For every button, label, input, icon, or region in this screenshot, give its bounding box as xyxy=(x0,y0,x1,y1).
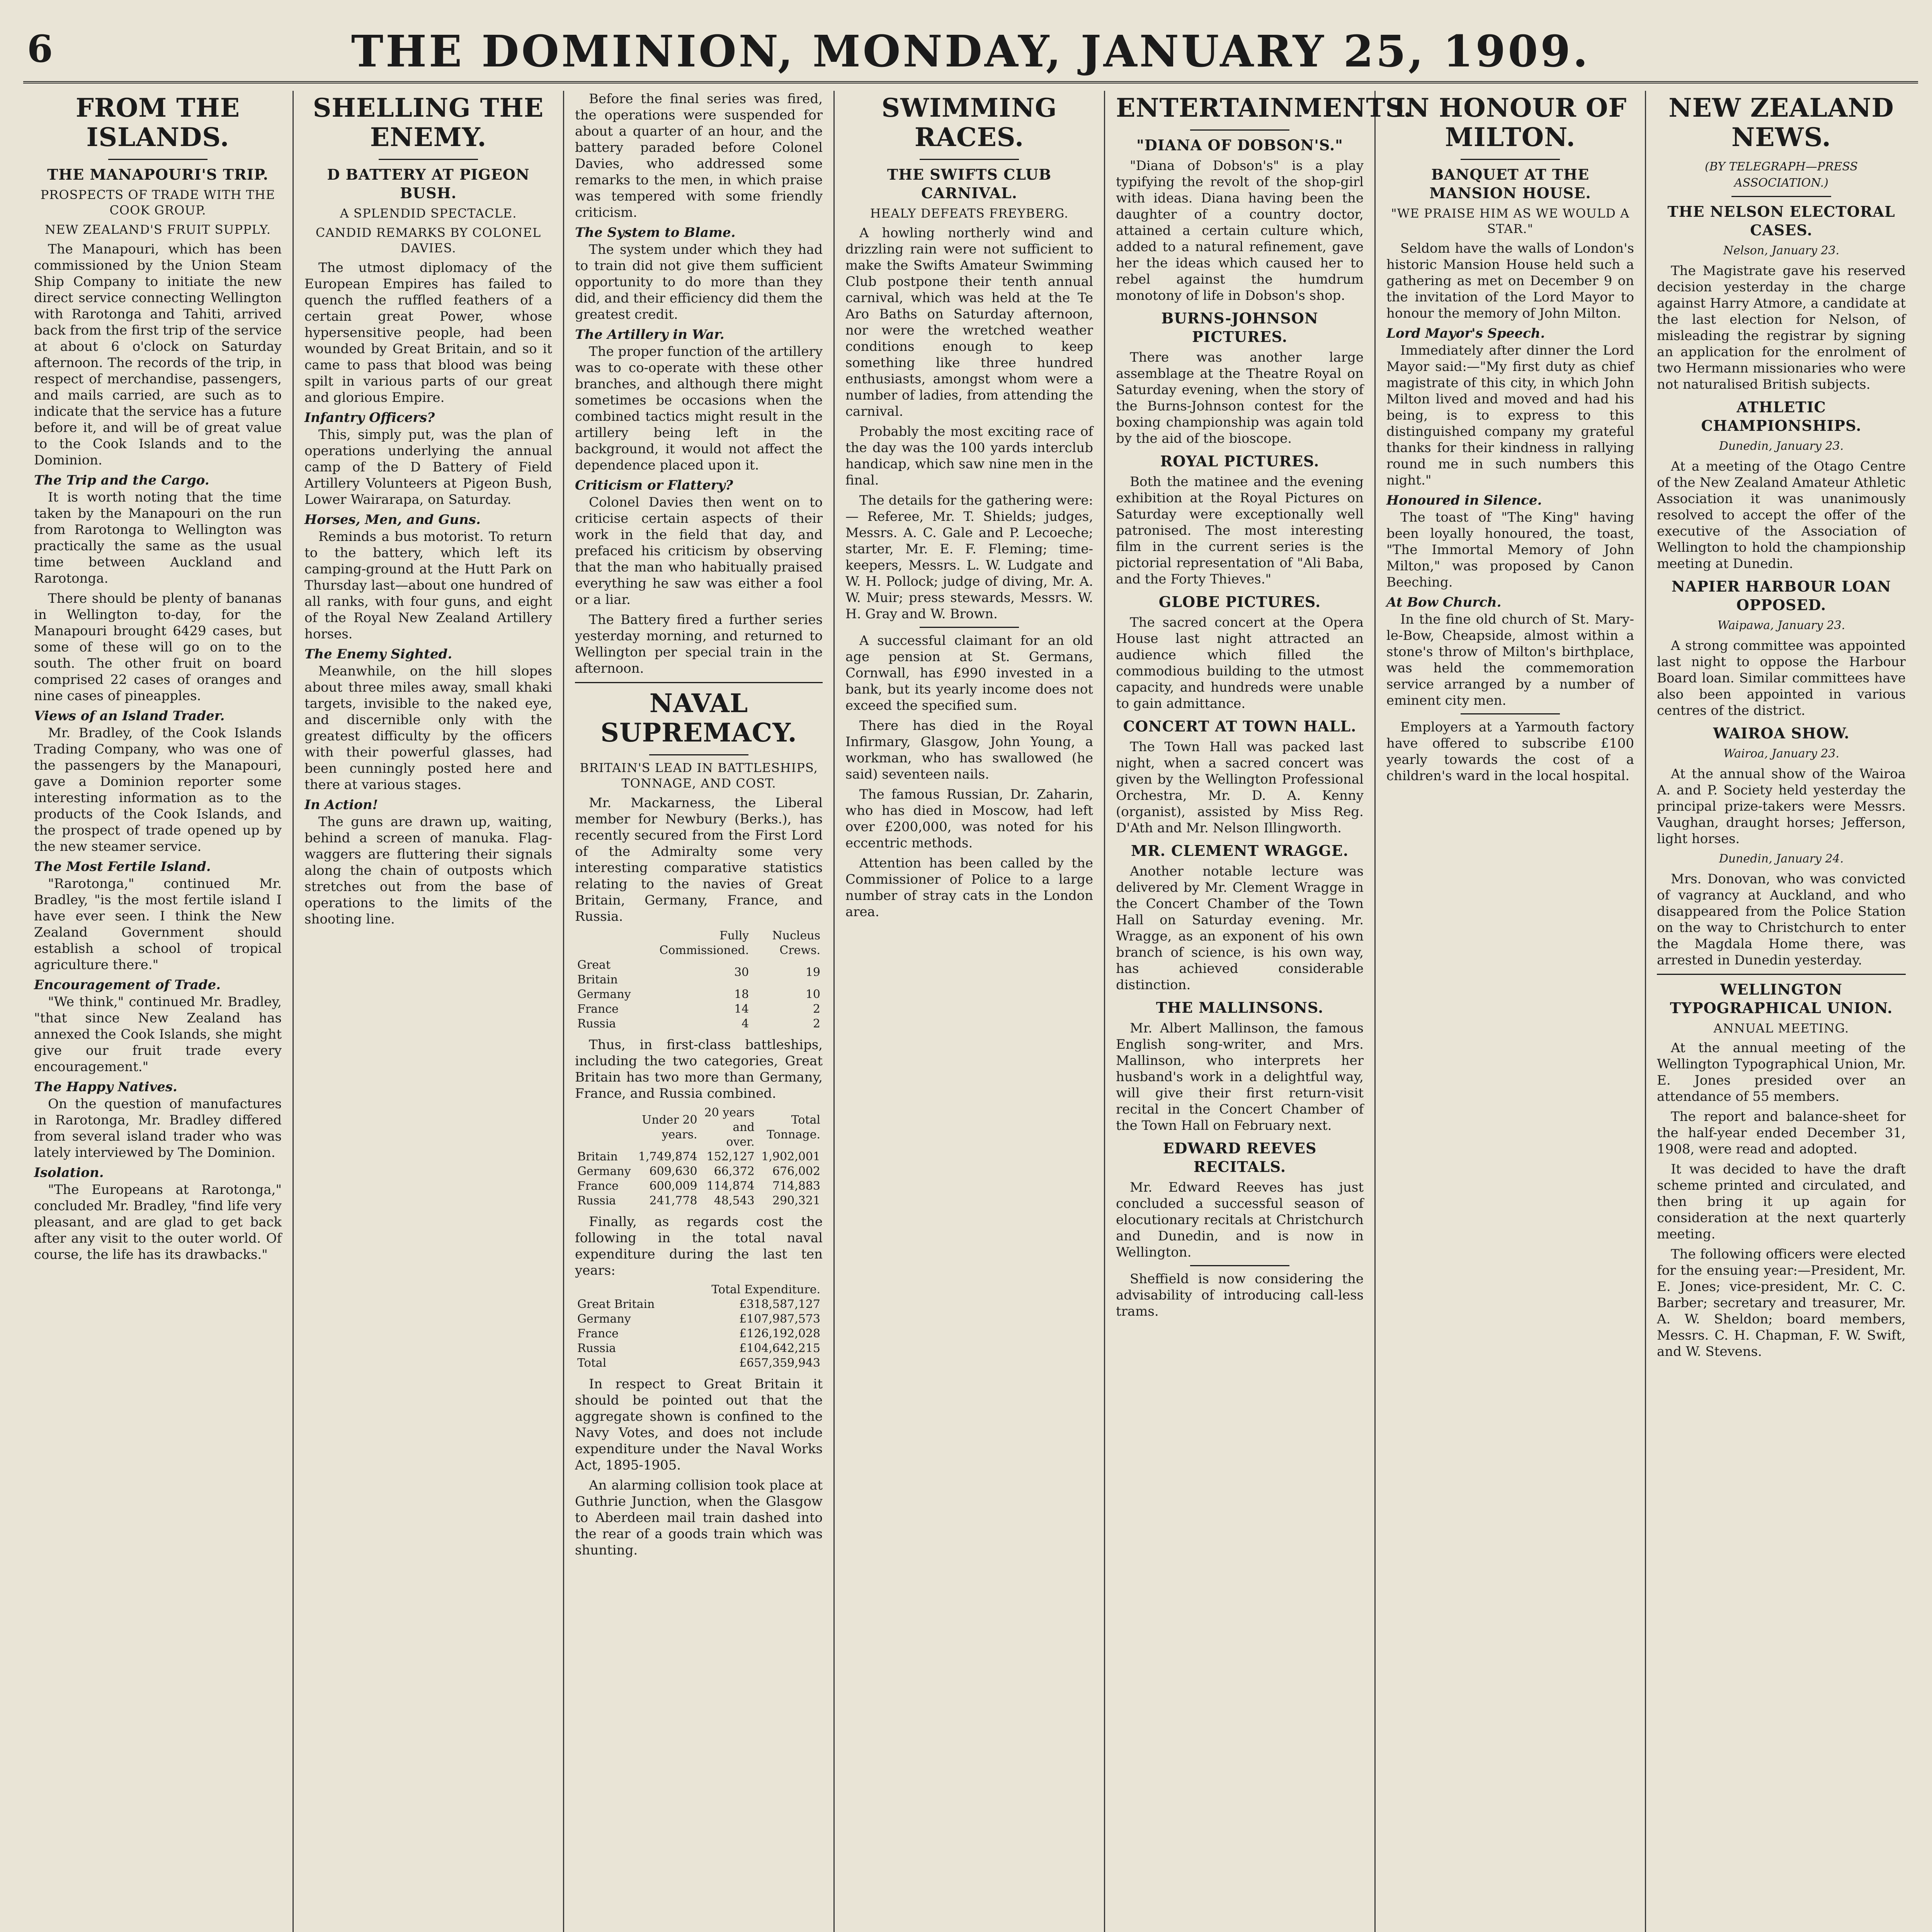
side-heading: Criticism or Flattery? xyxy=(575,478,733,493)
paragraph: Sheffield is now considering the advisability of introducing call-less trams. xyxy=(1116,1271,1364,1319)
paragraph: Before the final series was fired, the operations were suspended for about a quarter of an hour, and the battery paraded before Colonel Davies, who addressed some remarks to the men, in which praise was tempered with some friendly criticism. xyxy=(575,91,823,220)
article-subheading: ANNUAL MEETING. xyxy=(1713,1021,1849,1036)
paragraph: The following officers were elected for the ensuing year:—President, Mr. E. Jones; vice-president, Mr. C. C. Barber; secretary and treasurer, Mr. A. W. Sheldon; board members, Messrs. C. H. Chapman, F. W. Swift, and W. Stevens. xyxy=(1657,1247,1906,1359)
paragraph: "Rarotonga," continued Mr. Bradley, "is the most fertile island I have ever seen. I think the New Zealand Government should establish a school of tropical agriculture there." xyxy=(34,876,282,973)
table-header-cell: Total Tonnage. xyxy=(767,1113,820,1141)
paragraph: Another notable lecture was delivered by Mr. Clement Wragge in the Concert Chamber of the Town Hall on Saturday evening. Mr. Wragge, as an exponent of his own branch of science, is his own way, has achieved considerable distinction. xyxy=(1116,864,1364,993)
paragraph: "Diana of Dobson's" is a play typifying the revolt of the shop-girl with ideas. Diana having been the daughter of a country doctor, attained a certain culture which, added to a natural refinement, gave her the ideas which caused her to rebel against the humdrum monotony of life in Dobson's shop. xyxy=(1116,158,1364,303)
paragraph: Colonel Davies then went on to criticise certain aspects of their work in the field that day, and prefaced his criticism by observing that the man who habitually praised everything he saw was either a fool or a liar. xyxy=(575,495,823,607)
divider xyxy=(1190,1265,1289,1266)
table-cell: 290,321 xyxy=(772,1194,820,1208)
divider xyxy=(379,159,478,160)
side-heading: Horses, Men, and Guns. xyxy=(304,512,481,527)
paragraph: Mr. Albert Mallinson, the famous English song-writer, and Mrs. Mallinson, who interprets her husband's work in a delightful way, will give their first return-visit recital in the Concert Chamber of the Town Hall on February next. xyxy=(1116,1020,1364,1133)
paragraph: A successful claimant for an old age pension at St. Germans, Cornwall, has £990 invested in a bank, but its yearly income does not exceed the specified sum. xyxy=(845,633,1093,713)
table-row xyxy=(575,1179,823,1194)
table-cell: £126,192,028 xyxy=(739,1327,820,1340)
article-subheading: THE MANAPOURI'S TRIP. xyxy=(47,166,269,183)
article-subheading: CONCERT AT TOWN HALL. xyxy=(1123,718,1357,735)
paragraph: Employers at a Yarmouth factory have offered to subscribe £100 yearly towards the cost of a children's ward in the local hospital. xyxy=(1386,719,1634,784)
article-subheading: THE MALLINSONS. xyxy=(1156,999,1324,1016)
paragraph: Mr. Bradley, of the Cook Islands Trading Company, who was one of the passengers by the Manapouri, gave a Dominion reporter some interesting information as to the products of the Cook Islands, and the prospect of trade opened up by the new steamer service. xyxy=(34,725,282,854)
paragraph: The toast of "The King" having been loyally honoured, the toast, "The Immortal Memory of John Milton," was proposed by Canon Beeching. xyxy=(1386,510,1634,590)
table-cell: 2 xyxy=(813,1017,820,1031)
article-subheading: BRITAIN'S LEAD IN BATTLESHIPS, TONNAGE, AND COST. xyxy=(580,760,818,791)
paragraph: There was another large assemblage at the Theatre Royal on Saturday evening, when the story of the Burns-Johnson contest for the boxing championship was again told by the aid of the bioscope. xyxy=(1116,350,1364,446)
paragraph: The proper function of the artillery was to co-operate with these other branches, and although there might sometimes be occasions when the combined tactics might result in the artillery being left in the background, it would not affect the dependence placed upon it. xyxy=(575,344,823,473)
table-cell: Russia xyxy=(577,1342,616,1355)
table-cell: 152,127 xyxy=(706,1150,755,1163)
article-subheading: THE SWIFTS CLUB CARNIVAL. xyxy=(887,166,1052,202)
paragraph: The famous Russian, Dr. Zaharin, who has died in Moscow, had left over £200,000, was noted for his eccentric methods. xyxy=(845,787,1093,851)
side-heading: In Action! xyxy=(304,797,378,813)
byline: (BY TELEGRAPH—PRESS ASSOCIATION.) xyxy=(1704,160,1858,190)
table-row xyxy=(575,1002,823,1017)
paragraph: On the question of manufactures in Rarotonga, Mr. Bradley differed from several island trader who was lately interviewed by The Dominion. xyxy=(34,1096,282,1160)
table-row xyxy=(575,1341,823,1356)
article-subheading: HEALY DEFEATS FREYBERG. xyxy=(870,206,1069,221)
article-subheading: WAIROA SHOW. xyxy=(1713,724,1850,742)
dateline: Waipawa, January 23. xyxy=(1717,619,1845,632)
table-cell: Germany xyxy=(577,1312,631,1326)
article-subheading: WELLINGTON TYPOGRAPHICAL UNION. xyxy=(1670,981,1893,1017)
article-subheading: EDWARD REEVES RECITALS. xyxy=(1163,1139,1317,1175)
divider xyxy=(1731,196,1831,197)
table-cell: Russia xyxy=(577,1017,616,1031)
table-row xyxy=(575,1312,823,1327)
table-row xyxy=(575,987,823,1002)
divider xyxy=(1657,974,1906,975)
article-headline: NAVAL SUPREMACY. xyxy=(600,688,797,748)
divider xyxy=(1461,713,1560,714)
masthead xyxy=(23,23,1918,83)
divider xyxy=(1190,129,1289,131)
table-row xyxy=(575,1017,823,1031)
divider xyxy=(920,159,1019,160)
paragraph: The utmost diplomacy of the European Empires has failed to quench the ruffled feathers of a certain great Power, whose hypersensitive people, had been wounded by Great Britain, and so it came to pass that blood was being spilt in various parts of our great and glorious Empire. xyxy=(304,260,552,405)
paragraph: A howling northerly wind and drizzling rain were not sufficient to make the Swifts Amateur Swimming Club postpone their tenth annual carnival, which was held at the Te Aro Baths on Saturday afternoon, nor were the wretched weather conditions enough to keep something like three hundred enthusiasts, amongst whom were a number of ladies, from attending the carnival. xyxy=(845,225,1093,419)
page-number: 6 xyxy=(27,27,53,71)
paragraph: Thus, in first-class battleships, including the two categories, Great Britain has two more than Germany, France, and Russia combined. xyxy=(575,1037,823,1101)
paragraph: Probably the most exciting race of the day was the 100 yards interclub handicap, which saw nine men in the final. xyxy=(845,424,1093,488)
paragraph: Mr. Mackarness, the Liberal member for Newbury (Berks.), has recently secured from the First Lord of the Admiralty some very interesting comparative statistics relating to the navies of Great Britain, Germany, France, and Russia. xyxy=(575,795,823,924)
table-cell: France xyxy=(577,1179,619,1193)
paragraph: Attention has been called by the Commissioner of Police to a large number of stray cats in the London area. xyxy=(845,855,1093,920)
side-heading: At Bow Church. xyxy=(1386,595,1502,610)
article-subheading: A SPLENDID SPECTACLE. xyxy=(340,206,517,221)
table-row xyxy=(575,958,823,987)
paragraph: Seldom have the walls of London's historic Mansion House held such a gathering as met on December 9 on the invitation of the Lord Mayor to honour the memory of John Milton. xyxy=(1386,241,1634,321)
table-cell: Germany xyxy=(577,1165,631,1178)
table-cell: France xyxy=(577,1327,619,1340)
divider xyxy=(649,754,748,755)
table-cell: 18 xyxy=(734,988,749,1001)
paragraph: "We think," continued Mr. Bradley, "that since New Zealand has annexed the Cook Islands, she might give our fruit trade every encouragement." xyxy=(34,994,282,1075)
divider xyxy=(575,682,823,683)
table-cell: Great Britain xyxy=(577,1298,655,1311)
paragraph: At the annual show of the Wairoa A. and P. Society held yesterday the principal prize-takers were Messrs. Vaughan, draught horses; Jefferson, light horses. xyxy=(1657,766,1906,847)
article-subheading: MR. CLEMENT WRAGGE. xyxy=(1131,842,1349,859)
article-subheading: PROSPECTS OF TRADE WITH THE COOK GROUP. xyxy=(40,187,276,218)
table-header-row xyxy=(575,929,823,958)
table-cell: 14 xyxy=(734,1002,749,1016)
article-headline: SWIMMING RACES. xyxy=(881,93,1057,152)
paragraph: The Town Hall was packed last night, when a sacred concert was given by the Wellington Professional Orchestra, Mr. D. A. Kenny (organist), assisted by Miss Reg. D'Ath and Mr. Nelson Illingworth. xyxy=(1116,739,1364,836)
table-header-cell xyxy=(575,1282,679,1297)
paragraph: It is worth noting that the time taken by the Manapouri on the run from Rarotonga to Wellington was practically the same as the usual time between Auckland and Rarotonga. xyxy=(34,490,282,586)
table-cell: Germany xyxy=(577,988,631,1001)
paragraph: "The Europeans at Rarotonga," concluded Mr. Bradley, "find life very pleasant, and are glad to get back after any visit to the outer world. Of course, the life has its drawbacks." xyxy=(34,1182,282,1262)
table-commissioned-ships xyxy=(575,929,823,1031)
table-cell: 609,630 xyxy=(649,1165,697,1178)
paragraph: It was decided to have the draft scheme printed and circulated, and then bring it up again for consideration at the next quarterly meeting. xyxy=(1657,1162,1906,1242)
table-header-cell: 20 years and over. xyxy=(704,1106,755,1149)
paragraph: An alarming collision took place at Guthrie Junction, when the Glasgow to Aberdeen mail train dashed into the rear of a goods train which was shunting. xyxy=(575,1478,823,1558)
table-row xyxy=(575,1164,823,1179)
dateline: Dunedin, January 24. xyxy=(1719,852,1844,866)
paragraph: Mrs. Donovan, who was convicted of vagrancy at Auckland, and who disappeared from the Police Station on the way to Christchurch to enter the Magdala Home there, was arrested in Dunedin yesterday. xyxy=(1657,871,1906,968)
article-subheading: ATHLETIC CHAMPIONSHIPS. xyxy=(1701,398,1862,434)
table-cell: 4 xyxy=(742,1017,749,1031)
table-header-cell: Total Expenditure. xyxy=(711,1283,820,1296)
article-subheading: CANDID REMARKS BY COLONEL DAVIES. xyxy=(315,225,541,255)
table-cell: 714,883 xyxy=(772,1179,820,1193)
side-heading: Isolation. xyxy=(34,1165,104,1180)
paragraph: The sacred concert at the Opera House last night attracted an audience which filled the commodious building to the utmost capacity, and hundreds were unable to gain admittance. xyxy=(1116,615,1364,711)
table-cell: Total xyxy=(577,1356,607,1370)
article-headline: NEW ZEALAND NEWS. xyxy=(1668,93,1894,152)
table-cell: £318,587,127 xyxy=(739,1298,820,1311)
table-row xyxy=(575,1356,823,1371)
article-subheading: NEW ZEALAND'S FRUIT SUPPLY. xyxy=(45,222,271,237)
article-headline: IN HONOUR OF MILTON. xyxy=(1393,93,1627,152)
article-subheading: ROYAL PICTURES. xyxy=(1160,452,1320,470)
side-heading: Views of an Island Trader. xyxy=(34,708,225,724)
side-heading: Infantry Officers? xyxy=(304,410,435,425)
table-row xyxy=(575,1297,823,1312)
table-cell: Britain xyxy=(577,1150,618,1163)
article-headline: FROM THE ISLANDS. xyxy=(75,93,240,152)
table-row xyxy=(575,1194,823,1208)
table-cell: Russia xyxy=(577,1194,616,1208)
paragraph: Finally, as regards cost the following in the total naval expenditure during the last ten years: xyxy=(575,1214,823,1278)
article-subheading: BURNS-JOHNSON PICTURES. xyxy=(1161,310,1318,345)
table-cell: 600,009 xyxy=(649,1179,697,1193)
table-tonnage xyxy=(575,1105,823,1208)
paragraph: The guns are drawn up, waiting, behind a screen of manuka. Flag-waggers are fluttering their signals along the chain of outposts which stretches out from the base of operations to the limits of the shooting line. xyxy=(304,814,552,927)
table-cell: 2 xyxy=(813,1002,820,1016)
side-heading: The Most Fertile Island. xyxy=(34,859,211,874)
side-heading: Lord Mayor's Speech. xyxy=(1386,326,1545,341)
paragraph: Mr. Edward Reeves has just concluded a successful season of elocutionary recitals at Christchurch and Dunedin, and is now in Wellington. xyxy=(1116,1180,1364,1260)
paragraph: In the fine old church of St. Mary-le-Bow, Cheapside, almost within a stone's throw of Milton's birthplace, was held the commemoration service arranged by a number of eminent city men. xyxy=(1386,612,1634,708)
article-subheading: D BATTERY AT PIGEON BUSH. xyxy=(327,166,530,202)
table-cell: 30 xyxy=(734,966,749,979)
table-header-row xyxy=(575,1282,823,1297)
paragraph: Reminds a bus motorist. To return to the battery, which left its camping-ground at the Hutt Park on Thursday last—about one hundred of all ranks, with four guns, and eight of the Royal New Zealand Artillery horses. xyxy=(304,529,552,642)
table-cell: 241,778 xyxy=(649,1194,697,1208)
side-heading: The Happy Natives. xyxy=(34,1079,177,1095)
paragraph: The details for the gathering were:— Referee, Mr. T. Shields; judges, Messrs. A. C. Gale and P. Lecoeche; starter, Mr. E. F. Fleming; time-keepers, Messrs. L. W. Ludgate and W. H. Pollock; judge of diving, Mr. A. W. Muir; press stewards, Messrs. W. H. Gray and W. Brown. xyxy=(845,493,1093,622)
table-cell: £107,987,573 xyxy=(739,1312,820,1326)
table-cell: 114,874 xyxy=(706,1179,755,1193)
table-header-cell: Nucleus Crews. xyxy=(772,929,820,957)
article-subheading: THE NELSON ELECTORAL CASES. xyxy=(1667,203,1895,239)
table-cell: 1,902,001 xyxy=(761,1150,820,1163)
side-heading: The System to Blame. xyxy=(575,225,736,240)
table-expenditure xyxy=(575,1282,823,1371)
dateline: Dunedin, January 23. xyxy=(1719,439,1844,453)
side-heading: The Trip and the Cargo. xyxy=(34,473,209,488)
column-2 xyxy=(294,91,564,1932)
columns xyxy=(23,91,1918,1932)
table-cell: France xyxy=(577,1002,619,1016)
paragraph: At a meeting of the Otago Centre of the New Zealand Amateur Athletic Association it was unanimously resolved to accept the offer of the executive of the Association of Wellington to hold the championship meeting at Dunedin. xyxy=(1657,459,1906,571)
column-5 xyxy=(1105,91,1413,1932)
table-header-cell: Under 20 years. xyxy=(641,1113,697,1141)
table-row xyxy=(575,1327,823,1341)
side-heading: Honoured in Silence. xyxy=(1386,493,1542,508)
divider xyxy=(920,627,1019,628)
paragraph: The Manapouri, which has been commissioned by the Union Steam Ship Company to initiate the new direct service connecting Wellington with Rarotonga and Tahiti, arrived back from the first trip of the service at about 6 o'clock on Saturday afternoon. The records of the trip, in respect of merchandise, passengers, and mails carried, are such as to indicate that the service has a future before it, and will be of great value to the Cook Islands and to the Dominion. xyxy=(34,242,282,468)
column-7 xyxy=(1646,91,1917,1932)
table-cell: 66,372 xyxy=(714,1165,755,1178)
side-heading: Encouragement of Trade. xyxy=(34,977,221,993)
dateline: Nelson, January 23. xyxy=(1723,244,1840,257)
paragraph: This, simply put, was the plan of operations underlying the annual camp of the D Battery of Field Artillery Volunteers at Pigeon Bush, Lower Wairarapa, on Saturday. xyxy=(304,427,552,507)
article-headline: SHELLING THE ENEMY. xyxy=(313,93,544,152)
paragraph: A strong committee was appointed last night to oppose the Harbour Board loan. Similar committees have also been appointed in various centres of the district. xyxy=(1657,638,1906,718)
article-subheading: BANQUET AT THE MANSION HOUSE. xyxy=(1429,166,1591,202)
table-header-cell: Fully Commissioned. xyxy=(659,929,749,957)
newspaper-page xyxy=(23,23,1918,1932)
divider xyxy=(1461,159,1560,160)
paragraph: Both the matinee and the evening exhibition at the Royal Pictures on Saturday were exceptionally well patronised. The most interesting film in the current series is the pictorial representation of "Ali Baba, and the Forty Thieves." xyxy=(1116,474,1364,587)
table-cell: £104,642,215 xyxy=(739,1342,820,1355)
table-header-cell xyxy=(575,1105,633,1150)
paragraph: Immediately after dinner the Lord Mayor said:—"My first duty as chief magistrate of this city, in which John Milton lived and moved and had his being, is to express to this distinguished company my grateful thanks for their kindness in rallying round me in such numbers this night." xyxy=(1386,343,1634,488)
paragraph: The report and balance-sheet for the half-year ended December 31, 1908, were read and adopted. xyxy=(1657,1109,1906,1157)
table-cell: Great Britain xyxy=(577,958,618,986)
article-subheading: NAPIER HARBOUR LOAN OPPOSED. xyxy=(1671,578,1891,614)
paragraph: There should be plenty of bananas in Wellington to-day, for the Manapouri brought 6429 cases, but some of these will go on to the south. The other fruit on board comprised 22 cases of oranges and nine cases of pineapples. xyxy=(34,591,282,704)
side-heading: The Artillery in War. xyxy=(575,327,724,342)
paragraph: At the annual meeting of the Wellington Typographical Union, Mr. E. Jones presided over an attendance of 55 members. xyxy=(1657,1040,1906,1104)
table-header-cell xyxy=(575,929,643,958)
article-subheading: "WE PRAISE HIM AS WE WOULD A STAR." xyxy=(1391,206,1630,236)
column-1 xyxy=(23,91,294,1932)
page-title: THE DOMINION, MONDAY, JANUARY 25, 1909. xyxy=(351,26,1590,77)
table-cell: 48,543 xyxy=(714,1194,755,1208)
paragraph: The Magistrate gave his reserved decision yesterday in the charge against Harry Atmore, a candidate at the last election for Nelson, of misleading the registrar by signing an application for the enrolment of two Hermann missionaries who were not naturalised British subjects. xyxy=(1657,263,1906,392)
table-cell: 19 xyxy=(805,966,820,979)
column-6 xyxy=(1376,91,1646,1932)
table-cell: 676,002 xyxy=(772,1165,820,1178)
table-cell: 10 xyxy=(805,988,820,1001)
divider xyxy=(108,159,207,160)
side-heading: The Enemy Sighted. xyxy=(304,646,452,662)
paragraph: There has died in the Royal Infirmary, Glasgow, John Young, a workman, who has swallowed (he said) seventeen nails. xyxy=(845,718,1093,782)
article-headline: ENTERTAINMENTS. xyxy=(1116,93,1413,123)
paragraph: Meanwhile, on the hill slopes about three miles away, small khaki targets, invisible to the naked eye, and discernible only with the greatest difficulty by the officers with their powerful glasses, had been cunningly posted here and there at various stages. xyxy=(304,663,552,793)
table-cell: 1,749,874 xyxy=(638,1150,697,1163)
paragraph: The Battery fired a further series yesterday morning, and returned to Wellington per special train in the afternoon. xyxy=(575,612,823,676)
column-4 xyxy=(835,91,1105,1932)
dateline: Wairoa, January 23. xyxy=(1723,747,1840,760)
article-subheading: GLOBE PICTURES. xyxy=(1158,593,1321,611)
column-3 xyxy=(564,91,835,1932)
paragraph: In respect to Great Britain it should be pointed out that the aggregate shown is confined to the Navy Votes, and does not include expenditure under the Naval Works Act, 1895-1905. xyxy=(575,1376,823,1473)
article-subheading: "DIANA OF DOBSON'S." xyxy=(1136,136,1343,154)
table-row xyxy=(575,1150,823,1164)
table-header-row xyxy=(575,1105,823,1150)
paragraph: The system under which they had to train did not give them sufficient opportunity to do more than they did, and their efficiency did them the greatest credit. xyxy=(575,242,823,322)
table-cell: £657,359,943 xyxy=(739,1356,820,1370)
